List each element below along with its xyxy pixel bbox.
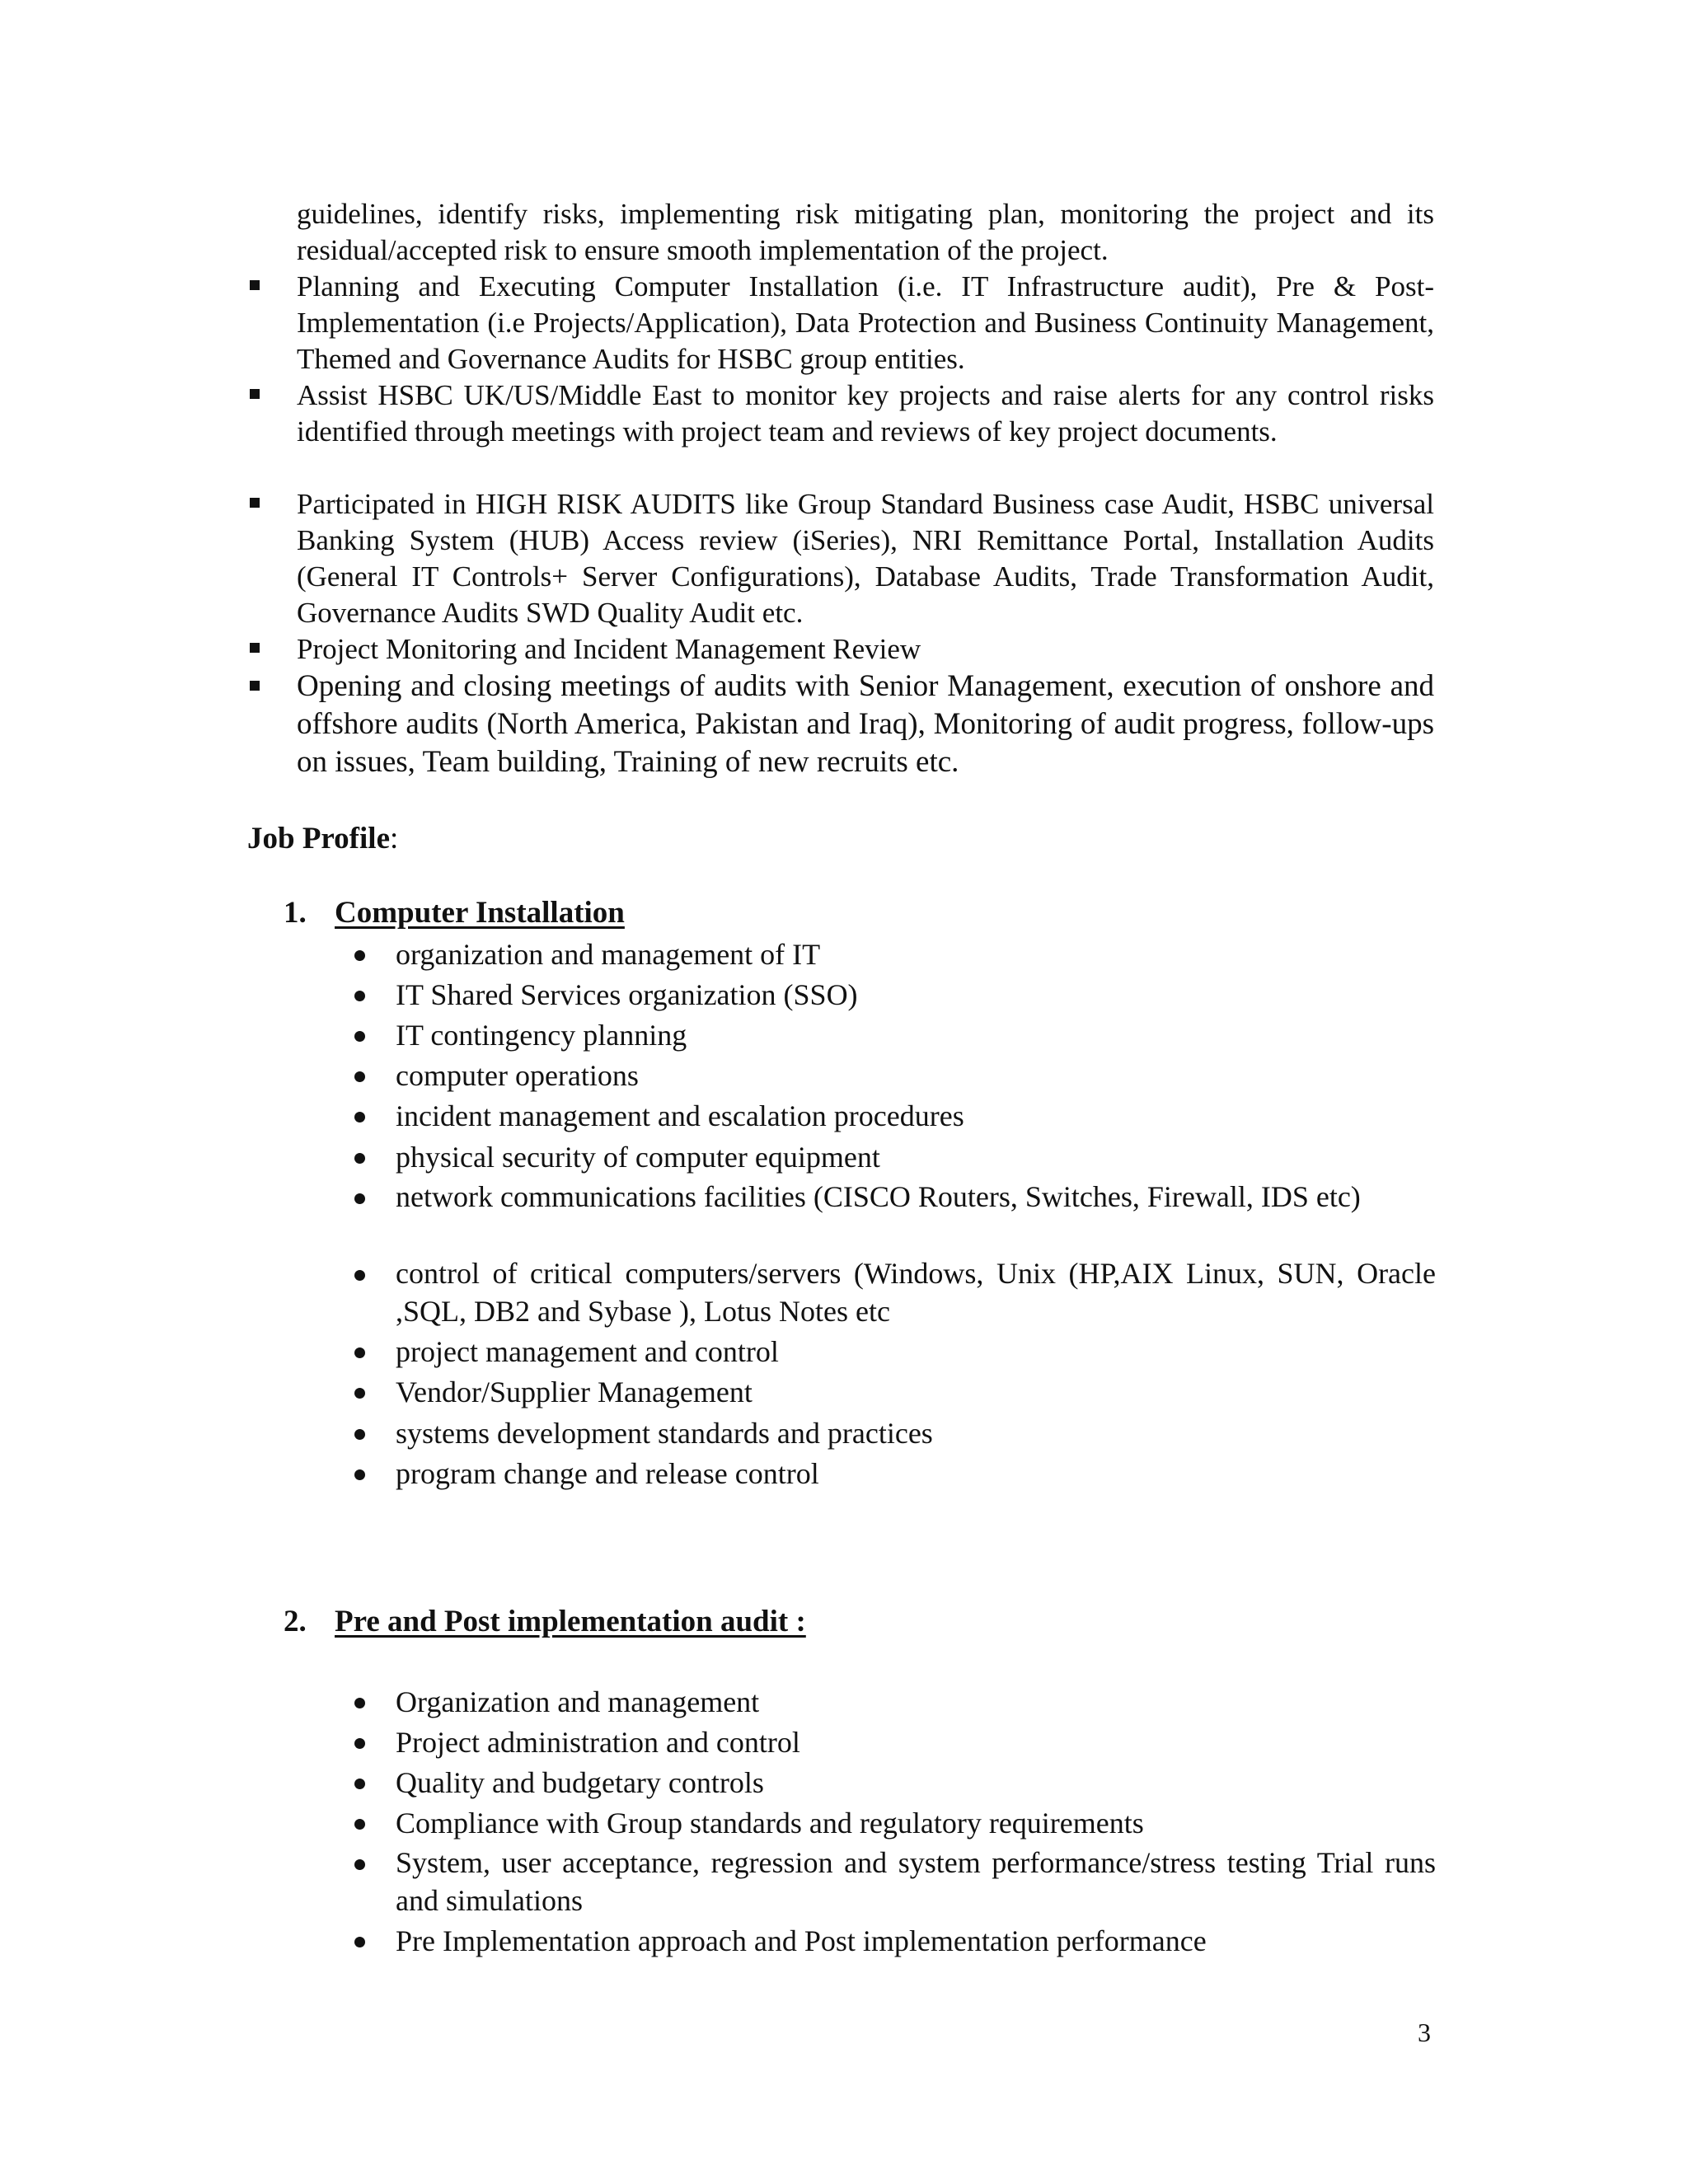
- list-item: [396, 1682, 1436, 1722]
- job-profile-colon: :: [390, 822, 399, 855]
- list-item: [396, 1332, 1436, 1371]
- list-item: [396, 1803, 1436, 1843]
- list-item: [396, 1015, 1436, 1055]
- square-bullet-icon: [250, 280, 260, 290]
- list-item-text: network communications facilities (CISCO Routers, Switches, Firewall, IDS etc): [396, 1180, 1361, 1213]
- list-item: [297, 668, 1434, 781]
- list-item: [396, 1921, 1436, 1961]
- list-item-text: systems development standards and practices: [396, 1417, 933, 1450]
- list-item: [396, 1096, 1436, 1136]
- list-item: [396, 1763, 1436, 1802]
- list-item-text: incident management and escalation procedures: [396, 1099, 964, 1132]
- round-bullet-icon: [354, 1779, 365, 1789]
- list-item-text: IT Shared Services organization (SSO): [396, 978, 858, 1011]
- list-item-text: Quality and budgetary controls: [396, 1766, 764, 1799]
- list-item-text: program change and release control: [396, 1457, 819, 1490]
- list-item-text: IT contingency planning: [396, 1019, 687, 1052]
- list-item-text: project management and control: [396, 1335, 779, 1368]
- list-item: [396, 1844, 1436, 1919]
- round-bullet-icon: [354, 1193, 365, 1204]
- list-item: [297, 631, 1434, 668]
- round-bullet-icon: [354, 1698, 365, 1708]
- list-item: [396, 1372, 1436, 1412]
- square-bullet-icon: [250, 389, 260, 399]
- section-title: [284, 895, 625, 931]
- list-item-text: physical security of computer equipment: [396, 1141, 880, 1174]
- list-item-text: Assist HSBC UK/US/Middle East to monitor key projects and raise alerts for any control risks identified through meetings with project team and reviews of key project documents.: [297, 379, 1434, 448]
- list-item: [297, 486, 1434, 631]
- list-item: [396, 1056, 1436, 1095]
- round-bullet-icon: [354, 1429, 365, 1440]
- list-item-text: Project Monitoring and Incident Management Review: [297, 633, 921, 665]
- list-item-text: System, user acceptance, regression and system performance/stress testing Trial runs and simulations: [396, 1846, 1436, 1917]
- round-bullet-icon: [354, 1388, 365, 1399]
- round-bullet-icon: [354, 1469, 365, 1480]
- list-item: [396, 935, 1436, 974]
- list-item-text: Vendor/Supplier Management: [396, 1376, 753, 1408]
- list-item: [297, 377, 1434, 450]
- list-item: [396, 1454, 1436, 1493]
- round-bullet-icon: [354, 1270, 365, 1281]
- job-profile-heading: [247, 821, 398, 857]
- list-item-text: Compliance with Group standards and regulatory requirements: [396, 1807, 1144, 1840]
- list-item: [396, 1137, 1436, 1177]
- list-item-text: control of critical computers/servers (Windows, Unix (HP,AIX Linux, SUN, Oracle ,SQL, DB2 and Sybase ), Lotus Notes etc: [396, 1257, 1436, 1328]
- round-bullet-icon: [354, 1153, 365, 1164]
- list-item: [396, 975, 1436, 1015]
- list-item: [396, 1722, 1436, 1762]
- section-title: [284, 1604, 806, 1640]
- section-title-text: Pre and Post implementation audit :: [335, 1605, 806, 1638]
- section-number: 1.: [284, 896, 307, 930]
- round-bullet-icon: [354, 1937, 365, 1947]
- list-item-text: Organization and management: [396, 1685, 760, 1718]
- round-bullet-icon: [354, 1071, 365, 1082]
- intro-continuation: guidelines, identify risks, implementing risk mitigating plan, monitoring the project and its residual/accepted risk to ensure smooth implementation of the project.: [297, 198, 1434, 266]
- round-bullet-icon: [354, 1859, 365, 1870]
- square-bullet-icon: [250, 681, 260, 691]
- round-bullet-icon: [354, 1112, 365, 1122]
- list-item-text: organization and management of IT: [396, 938, 821, 971]
- list-item-text: Opening and closing meetings of audits with Senior Management, execution of onshore and offshore audits (North America, Pakistan and Iraq), Monitoring of audit progress, follow-ups on issues, Team building, Training of new recruits etc.: [297, 669, 1434, 779]
- list-item: [396, 1178, 1436, 1216]
- list-item-text: Planning and Executing Computer Installation (i.e. IT Infrastructure audit), Pre & Post-Implementation (i.e Projects/Application), Data Protection and Business Continuity Management, Themed and Governance Audits for HSBC group entities.: [297, 270, 1434, 375]
- list-item: [396, 1254, 1436, 1330]
- square-bullet-icon: [250, 643, 260, 653]
- section-number: 2.: [284, 1605, 307, 1638]
- round-bullet-icon: [354, 1738, 365, 1749]
- round-bullet-icon: [354, 1031, 365, 1042]
- round-bullet-icon: [354, 950, 365, 961]
- job-profile-label: Job Profile: [247, 822, 390, 855]
- list-item-text: Participated in HIGH RISK AUDITS like Group Standard Business case Audit, HSBC universal Banking System (HUB) Access review (iSeries), NRI Remittance Portal, Installation Audits (General IT Controls+ Server Configurations), Database Audits, Trade Transformation Audit, Governance Audits SWD Quality Audit etc.: [297, 488, 1434, 629]
- section-title-text: Computer Installation: [335, 896, 625, 930]
- list-item: [297, 269, 1434, 377]
- list-item-text: Project administration and control: [396, 1726, 800, 1759]
- round-bullet-icon: [354, 1347, 365, 1358]
- square-bullet-icon: [250, 498, 260, 508]
- round-bullet-icon: [354, 991, 365, 1001]
- page-number: 3: [1418, 2018, 1431, 2047]
- list-item-text: computer operations: [396, 1059, 639, 1092]
- round-bullet-icon: [354, 1819, 365, 1830]
- list-item: [396, 1413, 1436, 1453]
- list-item-text: Pre Implementation approach and Post implementation performance: [396, 1924, 1207, 1957]
